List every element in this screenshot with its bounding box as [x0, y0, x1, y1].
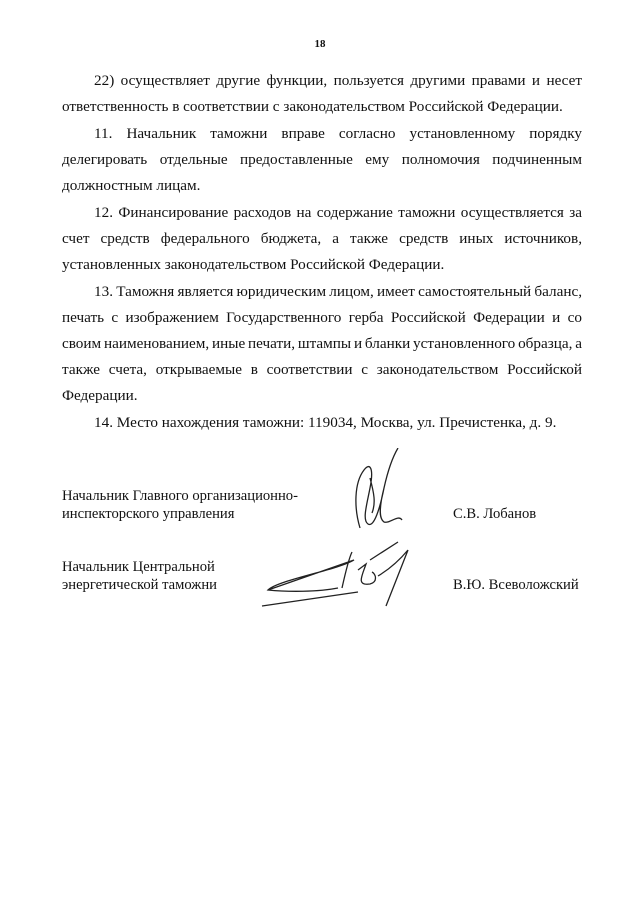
signatory-title-line: Начальник Главного организационно- — [62, 488, 298, 504]
text-line: установленных законодательством Российской Федерации. — [62, 256, 445, 273]
signatory-title-line: инспекторского управления — [62, 506, 235, 522]
signatory-name: С.В. Лобанов — [453, 506, 537, 522]
signatory-title-line: энергетической таможни — [62, 577, 217, 593]
text-line: ответственность в соответствии с законодательством Российской Федерации. — [62, 98, 563, 115]
text-line: 13. Таможня является юридическим лицом, имеет самостоятельный баланс, — [94, 283, 582, 300]
handwritten-signature — [258, 540, 418, 610]
text-line: печать с изображением Государственного герба Российской Федерации и со — [62, 309, 582, 326]
text-line: делегировать отдельные предоставленные ему полномочия подчиненным — [62, 151, 582, 168]
text-line: должностным лицам. — [62, 177, 201, 194]
page-number: 18 — [314, 38, 326, 50]
handwritten-signature — [340, 448, 420, 538]
signatory-title-line: Начальник Центральной — [62, 559, 215, 575]
text-line: 11. Начальник таможни вправе согласно установленному порядку — [94, 125, 582, 142]
signatory-name: В.Ю. Всеволожский — [453, 577, 579, 593]
text-line: 14. Место нахождения таможни: 119034, Москва, ул. Пречистенка, д. 9. — [94, 414, 557, 431]
text-line: своим наименованием, иные печати, штампы и бланки установленного образца, а — [62, 335, 582, 352]
text-line: также счета, открываемые в соответствии с законодательством Российской — [62, 361, 582, 378]
text-line: счет средств федерального бюджета, а также средств иных источников, — [62, 230, 582, 247]
text-line: 22) осуществляет другие функции, пользуется другими правами и несет — [94, 72, 582, 89]
text-line: 12. Финансирование расходов на содержание таможни осуществляется за — [94, 204, 582, 221]
text-line: Федерации. — [62, 387, 138, 404]
